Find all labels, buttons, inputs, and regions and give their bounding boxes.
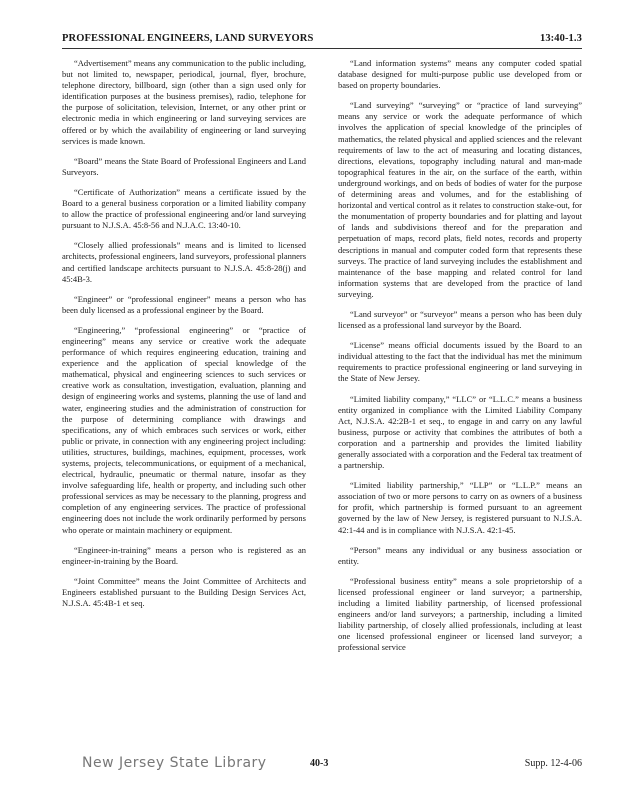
definition-paragraph: “Land surveyor” or “surveyor” means a person who has been duly licensed as a professional land surveyor by the Board.: [338, 308, 582, 331]
definition-paragraph: “Professional business entity” means a sole proprietorship of a licensed professional engineer or land surveyor; a partnership, including a limited liability partnership, of licensed professional engineers and/or land surveyors; a partnership, including a limited liability partnership, of closely allied professionals, including at least one licensed professional engineer or licensed land surveyor; a professional service: [338, 575, 582, 653]
definition-paragraph: “Engineering,” “professional engineering” or “practice of engineering” means any service or creative work the adequate performance of which requires engineering education, training and experience and the application of special knowledge of the mathematical, physical and engineering sciences to such services or creative work as consultation, investigation, evaluation, planning and design of engineering works and systems, planning the use of land and water, engineering studies and the administration of construction for the purpose of determining compliance with drawings and specifications, any of which embraces such services or work, either public or private, in connection with any engineering project including: utilities, structures, buildings, machines, equipment, processes, work systems, projects, telecommunications, or equipment of a mechanical, electrical, hydraulic, pneumatic or thermal nature, insofar as they involve safeguarding life, health or property, and including such other professional services as may be necessary to the planning, progress and completion of any engineering services. The practice of professional engineering does not include the work ordinarily performed by persons who operate or maintain machinery or equipment.: [62, 324, 306, 535]
library-watermark: New Jersey State Library: [82, 755, 267, 771]
page-number: 40-3: [310, 758, 329, 769]
definition-paragraph: “Advertisement” means any communication to the public including, but not limited to, newspaper, periodical, journal, flyer, brochure, telephone directory, billboard, sign (other than a sign used only for identification purposes at the business premises), radio, telephone for the purpose of solicitation, television, Internet, or any other print or electronic media in which engineering or land surveying services are offered or by which the availability of engineering or land surveying services is made known.: [62, 58, 306, 146]
definition-paragraph: “Person” means any individual or any business association or entity.: [338, 544, 582, 566]
definition-paragraph: “Closely allied professionals” means and is limited to licensed architects, professional engineers, land surveyors, professional planners and certified landscape architects pursuant to N.J.S.A. 45:8-28(j) and 45:4B-3.: [62, 240, 306, 284]
definition-paragraph: “Joint Committee” means the Joint Committee of Architects and Engineers established pursuant to the Building Design Services Act, N.J.S.A. 45:4B-1 et seq.: [62, 575, 306, 609]
running-header: [62, 32, 582, 49]
left-column: [62, 58, 306, 618]
definition-paragraph: “License” means official documents issued by the Board to an individual attesting to the fact that the individual has met the minimum requirements to practice professional engineering or land surveying in the State of New Jersey.: [338, 340, 582, 384]
definition-paragraph: “Limited liability partnership,” “LLP” or “L.L.P.” means an association of two or more persons to carry on as owners of a business for profit, which partnership is formed pursuant to an agreement governed by the law of New Jersey, is registered pursuant to N.J.S.A. 42:1-44 and is in compliance with N.J.S.A. 42:1-45.: [338, 480, 582, 535]
definition-paragraph: “Land information systems” means any computer coded spatial database designed for multi-purpose public use developed from or based on property boundaries.: [338, 58, 582, 91]
chapter-title: PROFESSIONAL ENGINEERS, LAND SURVEYORS: [62, 33, 314, 44]
right-column: [338, 58, 582, 663]
section-number: 13:40-1.3: [539, 33, 582, 44]
supplement-date: Supp. 12-4-06: [524, 758, 582, 769]
definition-paragraph: “Engineer” or “professional engineer” means a person who has been duly licensed as a professional engineer by the Board.: [62, 293, 306, 315]
page-footer: [62, 755, 582, 775]
definition-paragraph: “Board” means the State Board of Professional Engineers and Land Surveyors.: [62, 155, 306, 177]
definition-paragraph: “Limited liability company,” “LLC” or “L.L.C.” means a business entity organized in compliance with the Limited Liability Company Act, N.J.S.A. 42:2B-1 et seq., to engage in and carry on any lawful business, purpose or activity that combines the attributes of both a corporation and a partnership and provides the limited liability generally associated with a corporation and the Federal tax treatment of a partnership.: [338, 393, 582, 471]
definition-paragraph: “Certificate of Authorization” means a certificate issued by the Board to a general business corporation or a limited liability company to allow the practice of professional engineering and/or land surveying pursuant to N.J.S.A. 45:8-56 and N.J.A.C. 13:40-10.: [62, 186, 306, 231]
definition-paragraph: “Engineer-in-training” means a person who is registered as an engineer-in-training by the Board.: [62, 544, 306, 566]
definition-paragraph: “Land surveying” “surveying” or “practice of land surveying” means any service or work the adequate performance of which involves the application of special knowledge of the principles of mathematics, the related physical and applied sciences and the relevant requirements of law to the act of measuring and locating distances, directions, elevations, topography including natural and man-made topographical features in the air, on the surface of the earth, within underground workings, and on beds of bodies of water for the purpose of determining areas and volumes, and for the establishing of horizontal and vertical control as it relates to construction stake-out, for the monumentation of property boundaries and for platting and layout of lands and subdivisions thereof and for the preparation and perpetuation of maps, record plats, field notes, records and property descriptions in manual and computer coded form that represents these surveys. The practice of land surveying includes the establishment and maintenance of the base mapping and related control for land information systems that are developed from the practice of land surveying.: [338, 100, 582, 299]
